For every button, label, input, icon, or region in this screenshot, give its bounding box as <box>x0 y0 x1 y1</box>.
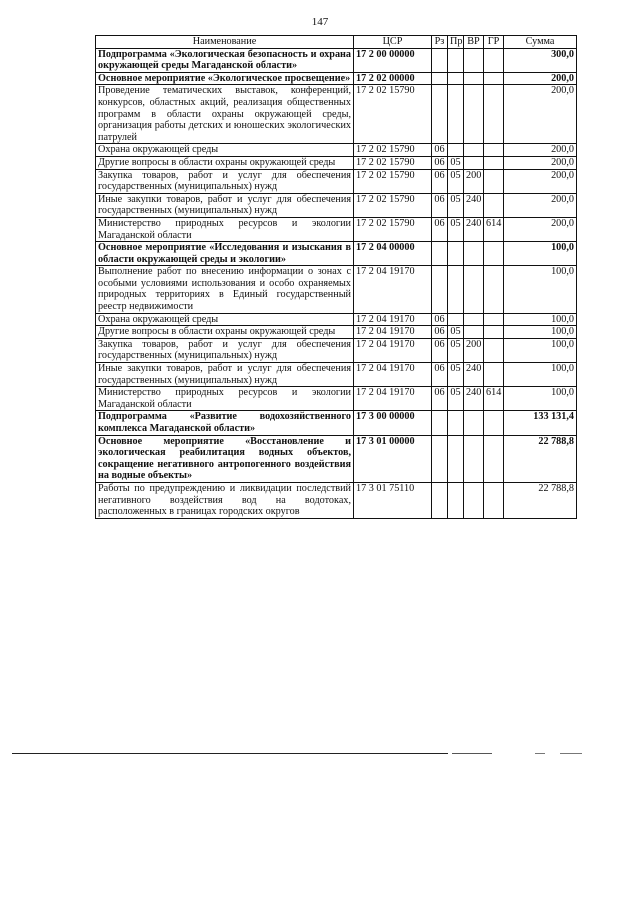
cell-gr <box>484 313 504 326</box>
cell-gr <box>484 48 504 72</box>
cell-pr <box>448 85 464 144</box>
cell-name: Работы по предупреждению и ликвидации последствий негативного воздействия вод на водотоках, расположенных в границах городских округов <box>96 482 354 518</box>
cell-name: Охрана окружающей среды <box>96 313 354 326</box>
cell-gr <box>484 363 504 387</box>
cell-sum: 100,0 <box>504 266 577 313</box>
cell-sum: 200,0 <box>504 156 577 169</box>
table-row <box>96 338 577 362</box>
cell-sum: 100,0 <box>504 313 577 326</box>
cell-sum: 200,0 <box>504 217 577 241</box>
header-gr: ГР <box>484 36 504 49</box>
cell-rz: 06 <box>432 387 448 411</box>
page-rule-segment <box>452 753 492 754</box>
cell-pr: 05 <box>448 338 464 362</box>
cell-name: Другие вопросы в области охраны окружающей среды <box>96 326 354 339</box>
table-row <box>96 144 577 157</box>
cell-rz: 06 <box>432 193 448 217</box>
cell-csr: 17 2 02 15790 <box>354 144 432 157</box>
cell-name: Подпрограмма «Экологическая безопасность и охрана окружающей среды Магаданской области» <box>96 48 354 72</box>
cell-pr <box>448 266 464 313</box>
cell-sum: 22 788,8 <box>504 482 577 518</box>
header-vr: ВР <box>464 36 484 49</box>
table-row <box>96 156 577 169</box>
cell-pr: 05 <box>448 169 464 193</box>
cell-vr <box>464 482 484 518</box>
cell-pr: 05 <box>448 193 464 217</box>
header-rz: Рз <box>432 36 448 49</box>
cell-gr <box>484 169 504 193</box>
cell-name: Проведение тематических выставок, конференций, конкурсов, областных акций, реализация общественных программ в области охраны окружающей среды, организация работы детских и юношеских экологических патрулей <box>96 85 354 144</box>
cell-gr <box>484 85 504 144</box>
cell-sum: 200,0 <box>504 72 577 85</box>
table-row <box>96 193 577 217</box>
cell-sum: 100,0 <box>504 363 577 387</box>
cell-gr: 614 <box>484 387 504 411</box>
cell-csr: 17 2 04 19170 <box>354 326 432 339</box>
cell-csr: 17 2 04 19170 <box>354 363 432 387</box>
cell-rz <box>432 242 448 266</box>
cell-pr <box>448 242 464 266</box>
cell-pr: 05 <box>448 387 464 411</box>
cell-sum: 22 788,8 <box>504 435 577 482</box>
cell-csr: 17 2 02 15790 <box>354 85 432 144</box>
table-header-row <box>96 36 577 49</box>
cell-sum: 200,0 <box>504 85 577 144</box>
cell-gr <box>484 193 504 217</box>
table-row <box>96 435 577 482</box>
cell-vr <box>464 435 484 482</box>
cell-gr <box>484 338 504 362</box>
cell-name: Основное мероприятие «Исследования и изыскания в области окружающей среды и экологии» <box>96 242 354 266</box>
cell-csr: 17 3 00 00000 <box>354 411 432 435</box>
table-row <box>96 411 577 435</box>
table-row <box>96 217 577 241</box>
cell-rz: 06 <box>432 144 448 157</box>
cell-rz: 06 <box>432 363 448 387</box>
page-number: 147 <box>311 16 329 28</box>
cell-sum: 300,0 <box>504 48 577 72</box>
cell-pr: 05 <box>448 217 464 241</box>
table-row <box>96 266 577 313</box>
cell-csr: 17 2 02 15790 <box>354 156 432 169</box>
cell-rz <box>432 48 448 72</box>
cell-rz <box>432 266 448 313</box>
cell-name: Министерство природных ресурсов и экологии Магаданской области <box>96 387 354 411</box>
cell-vr <box>464 326 484 339</box>
cell-sum: 200,0 <box>504 193 577 217</box>
cell-vr: 200 <box>464 169 484 193</box>
cell-pr <box>448 411 464 435</box>
cell-vr <box>464 85 484 144</box>
cell-gr <box>484 156 504 169</box>
cell-sum: 100,0 <box>504 338 577 362</box>
cell-vr <box>464 266 484 313</box>
cell-csr: 17 2 04 19170 <box>354 338 432 362</box>
cell-gr <box>484 144 504 157</box>
cell-sum: 200,0 <box>504 169 577 193</box>
cell-gr <box>484 411 504 435</box>
cell-vr <box>464 313 484 326</box>
cell-vr <box>464 156 484 169</box>
cell-pr <box>448 72 464 85</box>
cell-name: Выполнение работ по внесению информации о зонах с особыми условиями использования и особо охраняемых природных территориях в Единый государственный реестр недвижимости <box>96 266 354 313</box>
table-row <box>96 72 577 85</box>
cell-name: Министерство природных ресурсов и экологии Магаданской области <box>96 217 354 241</box>
cell-gr <box>484 242 504 266</box>
cell-vr <box>464 411 484 435</box>
cell-vr: 240 <box>464 363 484 387</box>
cell-pr: 05 <box>448 326 464 339</box>
table-row <box>96 363 577 387</box>
table-row <box>96 387 577 411</box>
cell-rz <box>432 435 448 482</box>
cell-rz: 06 <box>432 313 448 326</box>
cell-vr: 200 <box>464 338 484 362</box>
cell-gr <box>484 482 504 518</box>
cell-sum: 100,0 <box>504 387 577 411</box>
page-rule-dash <box>535 753 545 754</box>
cell-rz <box>432 411 448 435</box>
table-row <box>96 85 577 144</box>
table-row <box>96 169 577 193</box>
cell-rz <box>432 482 448 518</box>
cell-csr: 17 2 02 00000 <box>354 72 432 85</box>
cell-rz <box>432 72 448 85</box>
cell-name: Закупка товаров, работ и услуг для обеспечения государственных (муниципальных) нужд <box>96 169 354 193</box>
table-row <box>96 482 577 518</box>
table-body <box>96 48 577 518</box>
cell-name: Основное мероприятие «Экологическое просвещение» <box>96 72 354 85</box>
cell-csr: 17 2 02 15790 <box>354 169 432 193</box>
cell-vr <box>464 72 484 85</box>
cell-csr: 17 3 01 00000 <box>354 435 432 482</box>
cell-pr: 05 <box>448 156 464 169</box>
header-sum: Сумма <box>504 36 577 49</box>
cell-gr: 614 <box>484 217 504 241</box>
header-csr: ЦСР <box>354 36 432 49</box>
header-name: Наименование <box>96 36 354 49</box>
cell-rz: 06 <box>432 169 448 193</box>
cell-pr <box>448 313 464 326</box>
cell-name: Иные закупки товаров, работ и услуг для обеспечения государственных (муниципальных) нужд <box>96 193 354 217</box>
cell-csr: 17 2 04 00000 <box>354 242 432 266</box>
cell-pr <box>448 435 464 482</box>
cell-name: Охрана окружающей среды <box>96 144 354 157</box>
page-rule-dash <box>560 753 582 754</box>
cell-name: Подпрограмма «Развитие водохозяйственного комплекса Магаданской области» <box>96 411 354 435</box>
cell-vr <box>464 144 484 157</box>
cell-gr <box>484 72 504 85</box>
cell-csr: 17 2 02 15790 <box>354 217 432 241</box>
cell-name: Иные закупки товаров, работ и услуг для обеспечения государственных (муниципальных) нужд <box>96 363 354 387</box>
cell-name: Основное мероприятие «Восстановление и экологическая реабилитация водных объектов, сокращение негативного антропогенного воздействия на водные объекты» <box>96 435 354 482</box>
cell-pr <box>448 482 464 518</box>
cell-vr: 240 <box>464 193 484 217</box>
cell-sum: 100,0 <box>504 242 577 266</box>
header-pr: Пр <box>448 36 464 49</box>
cell-csr: 17 2 04 19170 <box>354 387 432 411</box>
cell-name: Другие вопросы в области охраны окружающей среды <box>96 156 354 169</box>
cell-pr <box>448 144 464 157</box>
cell-csr: 17 2 04 19170 <box>354 266 432 313</box>
cell-vr <box>464 48 484 72</box>
cell-sum: 100,0 <box>504 326 577 339</box>
cell-gr <box>484 266 504 313</box>
table-row <box>96 48 577 72</box>
cell-csr: 17 2 04 19170 <box>354 313 432 326</box>
cell-csr: 17 2 00 00000 <box>354 48 432 72</box>
budget-table <box>95 35 577 519</box>
cell-csr: 17 3 01 75110 <box>354 482 432 518</box>
cell-rz: 06 <box>432 338 448 362</box>
cell-sum: 133 131,4 <box>504 411 577 435</box>
cell-sum: 200,0 <box>504 144 577 157</box>
table-row <box>96 313 577 326</box>
cell-csr: 17 2 02 15790 <box>354 193 432 217</box>
cell-gr <box>484 326 504 339</box>
cell-rz <box>432 85 448 144</box>
cell-vr: 240 <box>464 387 484 411</box>
cell-pr <box>448 48 464 72</box>
cell-rz: 06 <box>432 156 448 169</box>
cell-gr <box>484 435 504 482</box>
cell-rz: 06 <box>432 326 448 339</box>
cell-vr <box>464 242 484 266</box>
cell-pr: 05 <box>448 363 464 387</box>
cell-vr: 240 <box>464 217 484 241</box>
table-row <box>96 242 577 266</box>
page-rule <box>12 753 448 754</box>
cell-rz: 06 <box>432 217 448 241</box>
table-row <box>96 326 577 339</box>
cell-name: Закупка товаров, работ и услуг для обеспечения государственных (муниципальных) нужд <box>96 338 354 362</box>
